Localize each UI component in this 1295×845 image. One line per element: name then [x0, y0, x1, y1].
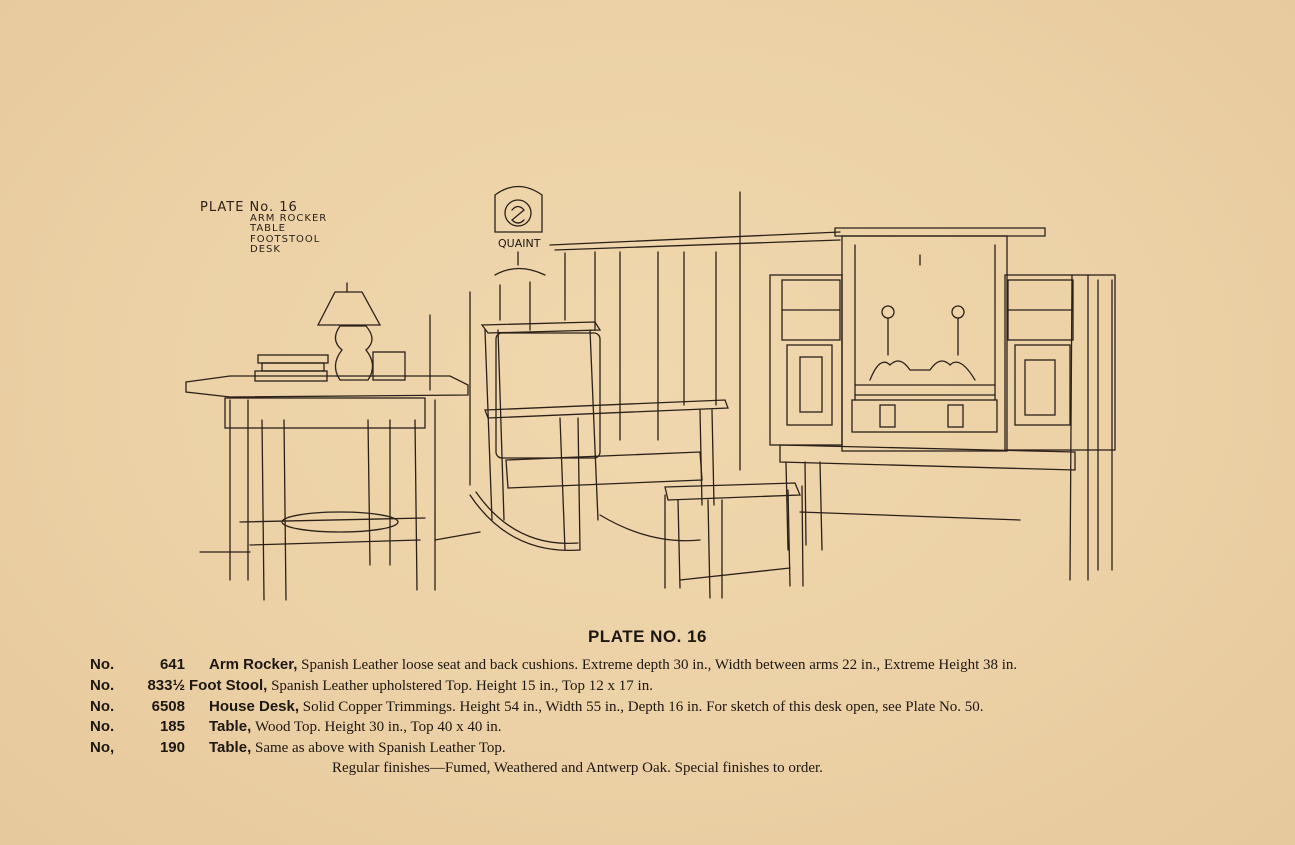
- item-number: 6508: [151, 697, 185, 715]
- item-number: 833½: [147, 676, 185, 694]
- logo-text: QUAINT: [498, 237, 541, 250]
- item-number: 185: [159, 718, 185, 736]
- caption-item-arm-rocker: ARM ROCKER: [250, 212, 328, 224]
- item-number-label: No.: [90, 676, 115, 694]
- table-drawing: [186, 376, 468, 600]
- catalog-item: [90, 656, 1280, 677]
- plate-title: PLATE NO. 16: [587, 627, 708, 646]
- item-number: 641: [159, 656, 185, 673]
- item-name: Table,: [209, 718, 252, 736]
- item-number-label: No.: [90, 697, 115, 715]
- item-name: Table,: [209, 739, 252, 757]
- caption-item-table: TABLE: [250, 223, 286, 234]
- catalog-item: [90, 739, 1280, 760]
- caption-item-footstool: FOOTSTOOL: [250, 233, 321, 245]
- item-name: House Desk,: [209, 697, 300, 715]
- catalog-list: [90, 656, 1280, 760]
- item-name: Arm Rocker,: [209, 656, 298, 673]
- item-description: Same as above with Spanish Leather Top.: [254, 740, 506, 757]
- item-description: Wood Top. Height 30 in., Top 40 x 40 in.: [254, 719, 502, 736]
- item-number-label: No.: [90, 718, 115, 736]
- hand-lettered-caption: [200, 200, 328, 256]
- house-desk-drawing: [770, 228, 1115, 580]
- arm-rocker-drawing: [470, 322, 728, 550]
- item-number: 190: [159, 739, 185, 757]
- catalog-item: [90, 698, 1280, 719]
- item-description: Solid Copper Trimmings. Height 54 in., Width 55 in., Depth 16 in. For sketch of this desk open, see Plate No. 50.: [302, 698, 984, 715]
- item-description: Spanish Leather loose seat and back cushions. Extreme depth 30 in., Width between arms 22 in., Extreme Height 38 in.: [301, 657, 1018, 673]
- table-lamp: [255, 283, 405, 381]
- item-number-label: No.: [90, 656, 115, 673]
- finishes-note: Regular finishes—Fumed, Weathered and Antwerp Oak. Special finishes to order.: [332, 760, 823, 776]
- caption-item-desk: DESK: [250, 244, 281, 255]
- item-description: Spanish Leather upholstered Top. Height 15 in., Top 12 x 17 in.: [271, 677, 653, 694]
- item-number-label: No,: [90, 739, 115, 757]
- catalog-item: [90, 677, 1280, 698]
- item-name: Foot Stool,: [189, 676, 268, 694]
- caption-plate-title: PLATE No. 16: [200, 200, 298, 215]
- catalog-item: [90, 718, 1280, 739]
- quaint-logo-icon: [495, 187, 545, 276]
